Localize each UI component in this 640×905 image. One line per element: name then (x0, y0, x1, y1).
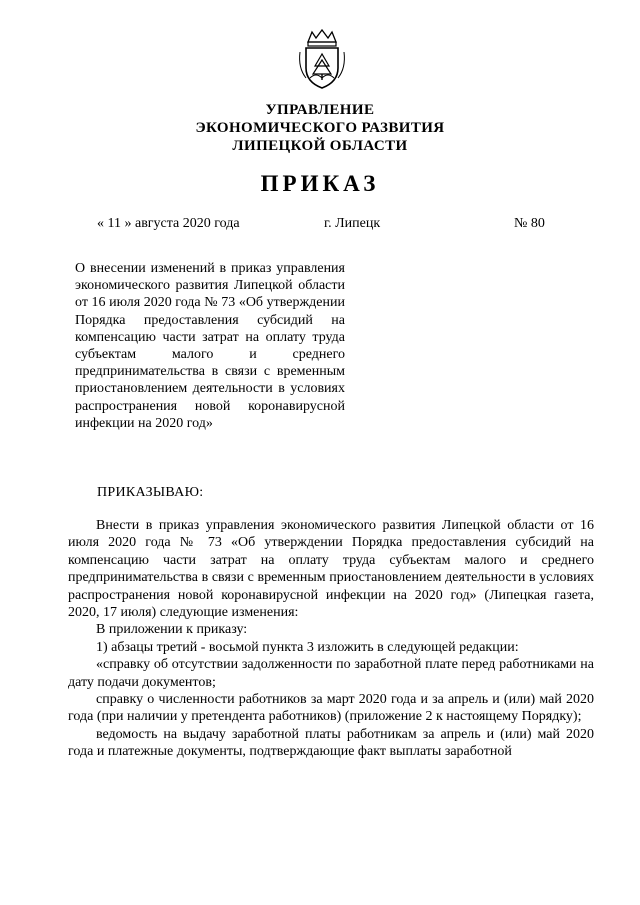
document-number: № 80 (514, 216, 545, 231)
lipetsk-coat-of-arms-icon (296, 28, 348, 90)
document-city: г. Липецк (324, 216, 381, 231)
body-paragraph: справку о численности работников за март 2020 года и за апрель и (или) май 2020 года (при наличии у претендента работников) (приложение 2 к настоящему Порядку); (68, 692, 594, 725)
order-word: ПРИКАЗЫВАЮ: (97, 485, 204, 500)
body-paragraph: Внести в приказ управления экономического развития Липецкой области от 16 июля 2020 года № 73 «Об утверждении Порядка предоставления субсидий на компенсацию части затрат на оплату труда субъектам малого и среднего предпринимательства в связи с временным приостановлением деятельности в условиях распространения новой коронавирусной инфекции на 2020 год» (Липецкая газета, 2020, 17 июля) следующие изменения: (68, 518, 594, 621)
org-name-line2: ЭКОНОМИЧЕСКОГО РАЗВИТИЯ (195, 120, 445, 136)
document-subject: О внесении изменений в приказ управления экономического развития Липецкой области от 16 июля 2020 года № 73 «Об утверждении Порядка предоставления субсидий на компенсацию части затрат на оплату труда субъектам малого и среднего предпринимательства в связи с временным приостановлением деятельности в условиях распространения новой коронавирусной инфекции на 2020 год» (75, 261, 345, 431)
body-paragraph: 1) абзацы третий - восьмой пункта 3 изложить в следующей редакции: (96, 639, 519, 655)
org-name-line1: УПРАВЛЕНИЕ (265, 102, 375, 118)
document-type-title: ПРИКАЗ (260, 171, 380, 196)
body-paragraph: В приложении к приказу: (96, 622, 248, 638)
body-paragraph: ведомость на выдачу заработной платы работникам за апрель и (или) май 2020 года и платежные документы, подтверждающие факт выплаты заработной (68, 726, 594, 760)
document-body (68, 517, 594, 761)
org-name-line3: ЛИПЕЦКОЙ ОБЛАСТИ (232, 138, 408, 154)
document-date: « 11 » августа 2020 года (97, 216, 240, 231)
body-paragraph: «справку об отсутствии задолженности по заработной плате перед работниками на дату подачи документов; (68, 657, 594, 690)
